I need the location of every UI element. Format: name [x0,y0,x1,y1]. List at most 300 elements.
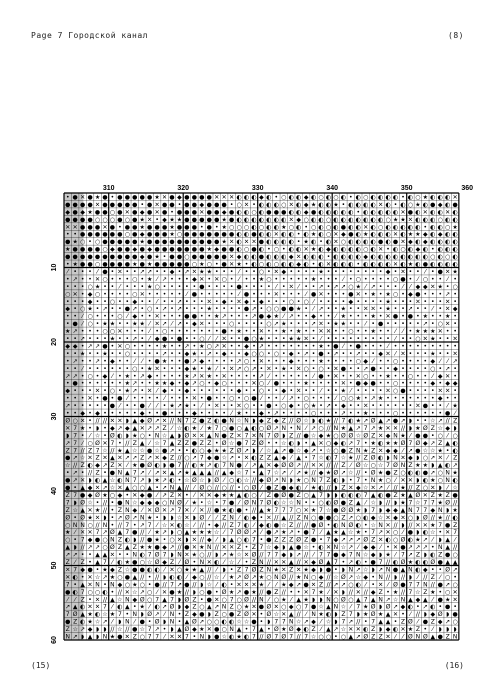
stitch-symbol: • [66,194,70,201]
stitch-symbol: ↗ [274,410,279,417]
stitch-symbol: ◆ [140,417,145,424]
stitch-symbol: // [81,447,86,454]
stitch-symbol: ● [125,224,130,231]
stitch-symbol: ◐ [236,194,241,201]
stitch-symbol: N [423,581,428,588]
stitch-symbol: ⁄ [259,529,264,536]
stitch-symbol: • [170,365,174,372]
stitch-symbol: ✕ [378,447,383,454]
stitch-symbol: ★ [281,581,286,588]
stitch-symbol: ★ [132,462,137,469]
row-label: 60 [51,636,58,644]
stitch-symbol: ↗ [371,395,376,402]
stitch-symbol: ○ [207,261,212,268]
stitch-symbol: ● [80,246,85,253]
stitch-symbol: • [237,485,241,492]
stitch-symbol: • [334,410,338,417]
stitch-symbol: ★ [117,447,122,454]
stitch-symbol: ● [102,254,107,261]
stitch-symbol: • [208,403,212,410]
stitch-symbol: • [416,350,420,357]
stitch-symbol: ☆ [140,447,145,454]
stitch-symbol: ○ [348,395,353,402]
stitch-symbol: ○ [214,619,219,626]
stitch-symbol: ★ [184,470,189,477]
stitch-symbol: ● [147,492,152,499]
stitch-symbol: ★ [400,499,405,506]
stitch-symbol: • [237,306,241,313]
footer-right-page: (16) [445,661,464,670]
stitch-symbol: ◆ [65,343,70,350]
stitch-symbol: ✕ [445,373,450,380]
stitch-symbol: ☆ [430,447,435,454]
stitch-symbol: ↗ [73,328,78,335]
stitch-symbol: • [357,268,361,275]
stitch-symbol: ★ [192,552,197,559]
stitch-symbol: Ø [199,485,204,492]
stitch-symbol: • [312,499,316,506]
stitch-symbol: ◐ [244,231,249,238]
stitch-symbol: ★ [423,462,428,469]
stitch-symbol: • [416,373,420,380]
stitch-symbol: ◐ [371,194,376,201]
stitch-symbol: 7 [73,566,77,573]
stitch-symbol: ◐ [289,261,294,268]
stitch-symbol: ★ [356,283,361,290]
stitch-symbol: ◐ [408,254,413,261]
stitch-symbol: • [111,291,115,298]
stitch-symbol: ◐ [371,246,376,253]
stitch-symbol: Ø [73,611,78,618]
stitch-symbol: ▲ [386,611,391,618]
stitch-symbol: ● [169,194,174,201]
stitch-symbol: ◆ [110,566,115,573]
stitch-symbol: ◐ [87,462,92,469]
stitch-symbol: Ø [334,499,339,506]
stitch-symbol: ◐ [341,440,346,447]
stitch-symbol: • [334,298,338,305]
stitch-symbol: ● [147,224,152,231]
stitch-symbol: Ø [267,425,272,432]
stitch-symbol: ☆ [430,417,435,424]
stitch-symbol: ↗ [371,425,376,432]
stitch-symbol: • [133,373,137,380]
stitch-symbol: ✕ [430,485,435,492]
stitch-symbol: 7 [274,507,278,514]
stitch-symbol: Z [408,462,412,469]
stitch-symbol: ↗ [170,507,175,514]
stitch-symbol: ★ [385,298,390,305]
stitch-symbol: ☆ [102,611,107,618]
stitch-symbol: ● [259,313,264,320]
stitch-symbol: • [185,321,189,328]
stitch-symbol: • [424,343,428,350]
stitch-symbol: • [66,313,70,320]
stitch-symbol: ◐ [371,216,376,223]
stitch-symbol: • [200,298,204,305]
stitch-symbol: Z [438,440,442,447]
stitch-symbol: • [386,380,390,387]
stitch-symbol: ◐ [236,209,241,216]
stitch-symbol: ✕ [244,455,249,462]
stitch-symbol: N [371,477,376,484]
stitch-symbol: ○ [304,395,309,402]
stitch-symbol: ● [236,507,241,514]
stitch-symbol: ⁄ [430,373,435,380]
stitch-symbol: ○ [266,276,271,283]
stitch-symbol: ◆ [259,194,264,201]
stitch-symbol: ★ [162,358,167,365]
stitch-symbol: ◗ [96,634,99,641]
stitch-symbol: Z [230,447,234,454]
stitch-symbol: ▲ [207,432,212,439]
stitch-symbol: ⁄ [400,283,405,290]
stitch-symbol: ★ [281,224,286,231]
stitch-symbol: ● [207,231,212,238]
stitch-symbol: ✕ [117,268,122,275]
stitch-symbol: • [73,306,77,313]
stitch-symbol: ⁄ [386,485,391,492]
stitch-symbol: ◐ [244,514,249,521]
stitch-symbol: ⁄ [155,298,160,305]
stitch-symbol: • [155,514,159,521]
stitch-symbol: ◗ [394,499,397,506]
stitch-symbol: ○ [326,231,331,238]
stitch-symbol: ● [125,246,130,253]
stitch-symbol: • [230,350,234,357]
stitch-symbol: ★ [169,231,174,238]
stitch-symbol: ◗ [401,522,404,529]
stitch-symbol: ◐ [318,254,323,261]
stitch-symbol: ⁄ [80,365,85,372]
stitch-symbol: ○ [125,231,130,238]
stitch-symbol: • [386,410,390,417]
stitch-symbol: Z [341,514,345,521]
stitch-symbol: ● [155,239,160,246]
stitch-symbol: ▲ [281,514,286,521]
stitch-symbol: ⁄ [445,455,450,462]
stitch-symbol: Z [192,417,196,424]
stitch-symbol: • [357,403,361,410]
stitch-symbol: ✕ [333,239,338,246]
stitch-symbol: ⁄ [132,619,137,626]
stitch-symbol: ○ [393,537,398,544]
stitch-symbol: ✕ [80,529,85,536]
stitch-symbol: ✕ [281,559,286,566]
stitch-symbol: ✕ [296,566,301,573]
stitch-symbol: ★ [87,619,92,626]
stitch-symbol: ☆ [236,417,241,424]
stitch-symbol: ★ [303,596,308,603]
stitch-symbol: ◐ [341,254,346,261]
stitch-symbol: ● [229,246,234,253]
stitch-symbol: • [438,529,442,536]
stitch-symbol: ○ [102,328,107,335]
stitch-symbol: ◐ [333,477,338,484]
stitch-symbol: ◐ [363,201,368,208]
stitch-symbol: • [88,365,92,372]
stitch-symbol: • [222,268,226,275]
stitch-symbol: ◐ [393,246,398,253]
stitch-symbol: ◗ [223,566,226,573]
stitch-symbol: 7 [260,544,264,551]
stitch-symbol: ● [318,514,323,521]
stitch-symbol: ◐ [95,611,100,618]
stitch-symbol: • [312,336,316,343]
stitch-symbol: Ø [125,514,130,521]
stitch-symbol: ✕ [445,298,450,305]
stitch-symbol: Ø [296,417,301,424]
stitch-symbol: ★ [221,447,226,454]
stitch-symbol: ◆ [363,574,368,581]
stitch-symbol: // [312,470,317,477]
stitch-symbol: ◐ [259,246,264,253]
stitch-symbol: ◐ [244,522,249,529]
stitch-symbol: ◐ [289,246,294,253]
stitch-symbol: ◆ [408,239,413,246]
stitch-symbol: ⁄ [192,507,197,514]
stitch-symbol: ● [408,209,413,216]
stitch-symbol: ⁄ [371,358,376,365]
stitch-symbol: ◆ [88,492,93,499]
stitch-symbol: ✕ [445,306,450,313]
stitch-symbol: N [445,470,450,477]
stitch-symbol: ● [110,254,115,261]
stitch-symbol: ◐ [73,589,78,596]
stitch-symbol: ✕ [95,388,100,395]
stitch-symbol: ○ [147,589,152,596]
stitch-symbol: ★ [378,470,383,477]
stitch-symbol: ☆ [236,619,241,626]
stitch-symbol: • [409,380,413,387]
stitch-symbol: ◆ [118,492,123,499]
stitch-symbol: ○ [371,462,376,469]
stitch-symbol: ● [423,403,428,410]
stitch-symbol: ☆ [311,432,316,439]
stitch-symbol: ○ [438,470,443,477]
stitch-symbol: ↗ [132,380,137,387]
stitch-symbol: Ø [371,604,376,611]
stitch-symbol: ↗ [155,425,160,432]
stitch-symbol: • [66,283,70,290]
stitch-symbol: ⁄ [348,462,353,469]
stitch-symbol: • [267,298,271,305]
stitch-symbol: • [289,365,293,372]
stitch-symbol: ● [192,246,197,253]
stitch-symbol: ◆ [311,619,316,626]
stitch-symbol: ▲ [445,440,450,447]
stitch-symbol: ⁄ [415,276,420,283]
stitch-symbol: ◐ [289,440,294,447]
stitch-symbol: • [103,425,107,432]
stitch-symbol: • [148,410,152,417]
stitch-symbol: • [267,343,271,350]
stitch-symbol: ✕ [251,611,256,618]
stitch-symbol: ↗ [333,350,338,357]
stitch-symbol: ● [147,447,152,454]
stitch-symbol: • [386,328,390,335]
stitch-symbol: ★ [423,194,428,201]
stitch-symbol: ● [102,343,107,350]
stitch-symbol: ★ [289,336,294,343]
stitch-symbol: ◐ [356,194,361,201]
stitch-symbol: • [155,306,159,313]
stitch-symbol: ▲ [349,425,354,432]
stitch-symbol: ● [289,306,294,313]
stitch-symbol: ★ [318,268,323,275]
stitch-symbol: // [103,417,108,424]
stitch-symbol: ▲ [341,529,346,536]
stitch-symbol: ◐ [400,254,405,261]
stitch-symbol: • [304,455,308,462]
stitch-symbol: // [81,544,86,551]
stitch-symbol: ● [184,194,189,201]
stitch-symbol: 7 [327,537,331,544]
stitch-symbol: • [185,283,189,290]
stitch-symbol: Z [371,432,375,439]
stitch-symbol: • [260,283,264,290]
stitch-symbol: ▲ [378,417,383,424]
stitch-symbol: • [126,552,130,559]
stitch-symbol: ● [214,216,219,223]
stitch-symbol: ○ [333,432,338,439]
stitch-symbol: • [111,589,115,596]
stitch-symbol: • [237,373,241,380]
stitch-symbol: ↗ [132,514,137,521]
stitch-symbol: • [185,410,189,417]
stitch-symbol: ★ [87,306,92,313]
stitch-symbol: • [185,447,189,454]
stitch-symbol: • [453,388,457,395]
stitch-symbol: ◐ [117,432,122,439]
stitch-symbol: ★ [438,514,443,521]
stitch-symbol: • [111,365,115,372]
stitch-symbol: ★ [154,380,159,387]
stitch-symbol: ✕ [214,194,219,201]
stitch-symbol: ◆ [140,254,145,261]
stitch-symbol: • [371,574,375,581]
stitch-symbol: ● [393,313,398,320]
stitch-symbol: Ø [423,425,428,432]
stitch-symbol: ✕ [356,291,361,298]
stitch-symbol: ○ [356,276,361,283]
stitch-symbol: • [304,388,308,395]
stitch-symbol: ◐ [453,231,458,238]
stitch-symbol: ✕ [445,268,450,275]
stitch-symbol: ★ [140,239,145,246]
stitch-symbol: ● [326,514,331,521]
stitch-symbol: ● [304,581,309,588]
stitch-symbol: // [326,581,331,588]
stitch-symbol: ○ [155,283,160,290]
stitch-symbol: ◐ [430,239,435,246]
stitch-symbol: Ø [110,544,115,551]
stitch-symbol: ◗ [141,611,144,618]
stitch-symbol: ○ [184,254,189,261]
stitch-symbol: • [73,395,77,402]
stitch-symbol: ⁄ [147,604,152,611]
stitch-symbol: 7 [178,462,182,469]
stitch-symbol: ○ [65,537,70,544]
stitch-symbol: N [274,574,279,581]
stitch-symbol: ● [438,268,443,275]
stitch-symbol: ◗ [88,477,91,484]
stitch-symbol: ⁄ [214,537,219,544]
stitch-symbol: ↗ [132,455,137,462]
stitch-symbol: • [297,529,301,536]
stitch-symbol: ↗ [289,313,294,320]
stitch-symbol: • [237,321,241,328]
stitch-symbol: ◆ [341,231,346,238]
stitch-symbol: ◐ [423,216,428,223]
stitch-symbol: ⁄ [311,373,316,380]
stitch-symbol: // [252,596,257,603]
stitch-symbol: • [230,201,234,208]
stitch-symbol: ↗ [319,306,324,313]
stitch-symbol: • [237,350,241,357]
stitch-symbol: • [431,268,435,275]
stitch-symbol: ✕ [140,291,145,298]
stitch-symbol: ✕ [296,254,301,261]
stitch-symbol: // [155,574,160,581]
stitch-symbol: ⁄ [214,566,219,573]
stitch-symbol: ◗ [334,492,337,499]
stitch-symbol: Z [371,634,375,641]
stitch-symbol: ↗ [73,552,78,559]
stitch-symbol: • [386,403,390,410]
stitch-symbol: ◗ [454,425,457,432]
stitch-symbol: Ø [222,589,227,596]
stitch-symbol: ◆ [125,425,130,432]
stitch-symbol: N [229,417,234,424]
stitch-symbol: ↗ [155,417,160,424]
stitch-symbol: Ø [252,566,257,573]
stitch-symbol: ★ [140,224,145,231]
stitch-symbol: ★ [333,201,338,208]
stitch-symbol: ⁄ [237,268,242,275]
stitch-symbol: • [364,350,368,357]
stitch-symbol: ◐ [378,440,383,447]
stitch-symbol: • [103,365,107,372]
stitch-symbol: • [371,268,375,275]
stitch-symbol: ◆ [334,537,339,544]
stitch-symbol: ● [169,261,174,268]
stitch-symbol: • [379,328,383,335]
stitch-symbol: • [133,403,137,410]
stitch-symbol: ◐ [281,216,286,223]
stitch-symbol: ◐ [423,477,428,484]
stitch-symbol: ✕ [177,634,182,641]
stitch-symbol: ✕ [155,201,160,208]
stitch-symbol: ● [341,447,346,454]
stitch-symbol: Z [207,440,211,447]
stitch-symbol: • [252,403,256,410]
stitch-symbol: ● [192,254,197,261]
stitch-symbol: • [237,395,241,402]
stitch-symbol: ◆ [192,626,197,633]
stitch-symbol: ⁄ [110,559,115,566]
stitch-symbol: N [334,604,339,611]
stitch-symbol: • [386,246,390,253]
stitch-symbol: N [378,522,383,529]
stitch-symbol: ☆ [348,470,353,477]
stitch-symbol: ◐ [348,216,353,223]
stitch-symbol: ◐ [326,209,331,216]
stitch-symbol: ● [304,529,309,536]
stitch-symbol: ● [117,201,122,208]
stitch-symbol: Z [326,477,330,484]
stitch-symbol: ◐ [251,224,256,231]
